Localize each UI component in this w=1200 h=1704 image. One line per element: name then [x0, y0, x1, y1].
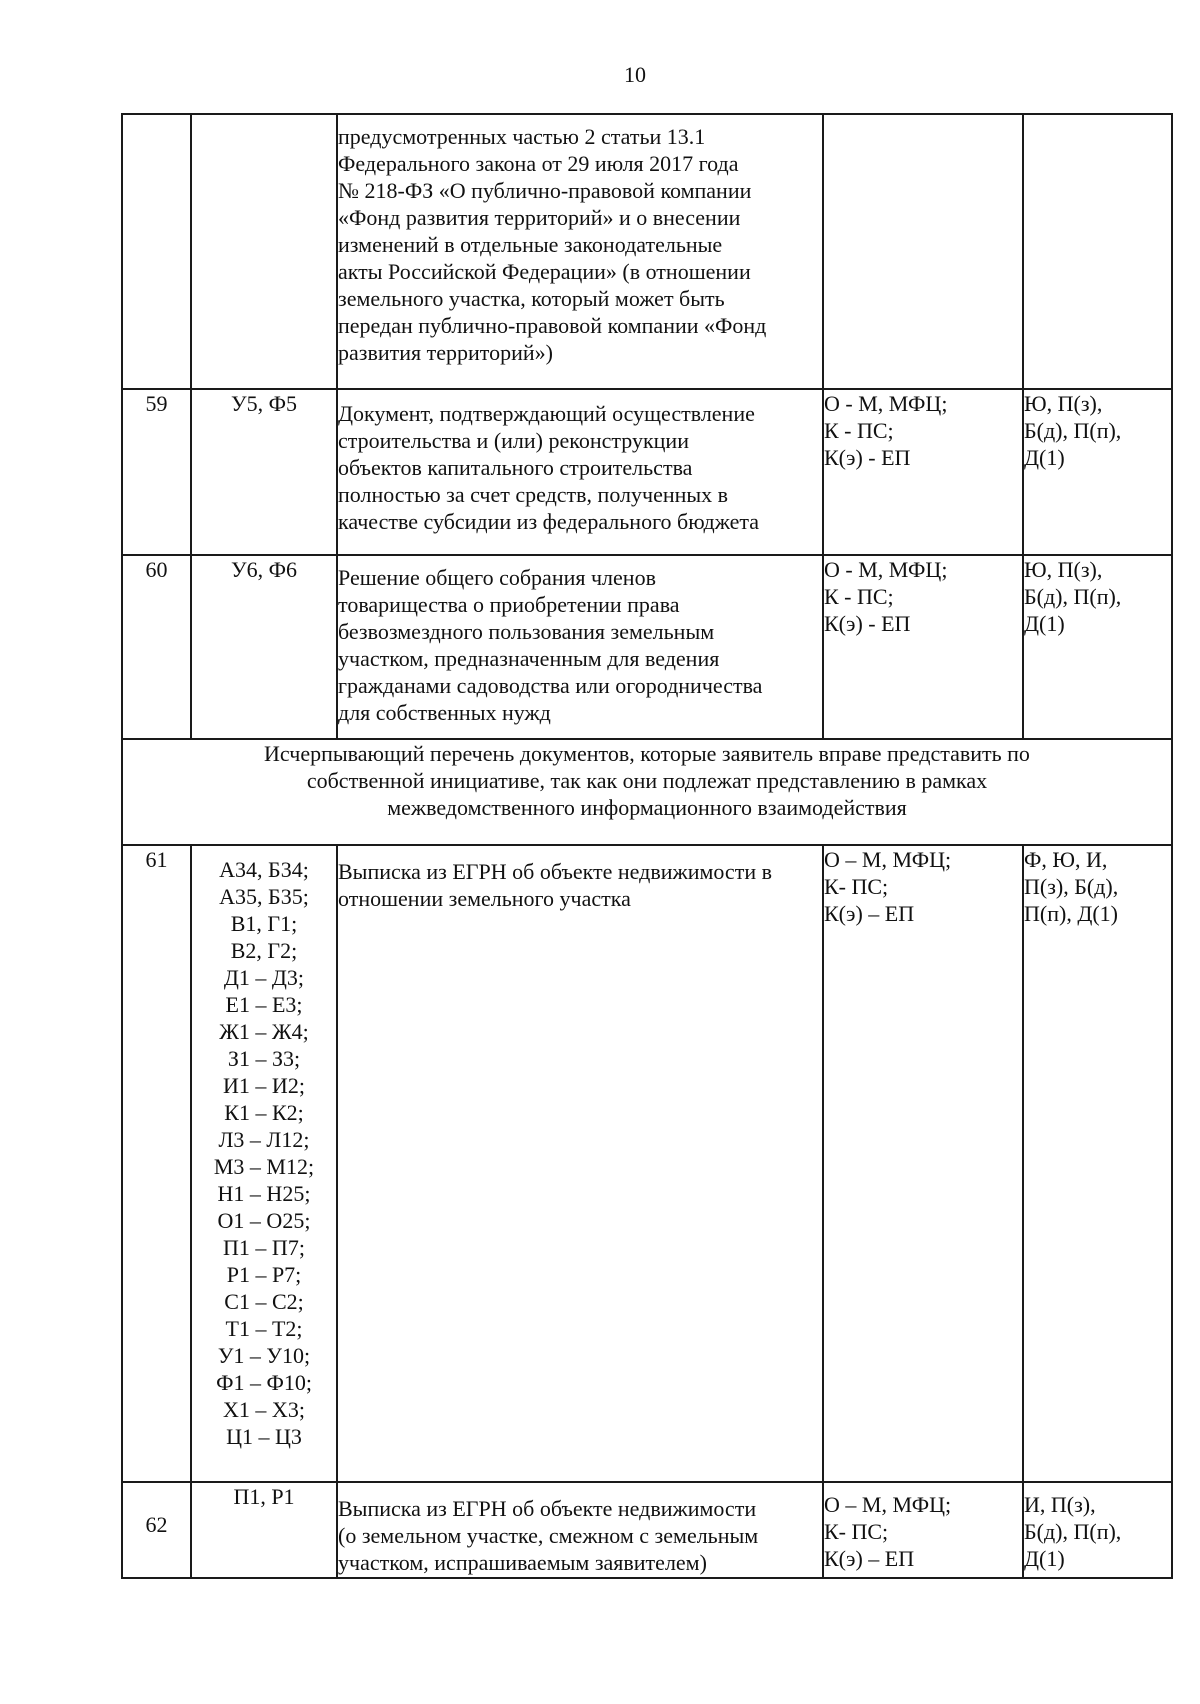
description-line: участком, испрашиваемым заявителем): [338, 1550, 707, 1575]
submission-line: К(э) – ЕП: [824, 901, 915, 926]
description-line: участком, предназначенным для ведения: [338, 646, 720, 671]
section-header: [122, 739, 1172, 845]
section-line: Исчерпывающий перечень документов, которые заявитель вправе представить по: [264, 741, 1030, 766]
applicants-line: Ф, Ю, И,: [1024, 847, 1108, 872]
code-line: И1 – И2;: [223, 1073, 305, 1098]
code-line: О1 – О25;: [217, 1208, 311, 1233]
cell-codes: У5, Ф5: [191, 389, 337, 555]
applicants-line: Б(д), П(п),: [1024, 584, 1122, 609]
code-line: В2, Г2;: [230, 938, 298, 963]
description-line: безвозмездного пользования земельным: [338, 619, 715, 644]
code-line: С1 – С2;: [224, 1289, 304, 1314]
applicants-line: Д(1): [1024, 445, 1065, 470]
submission-line: О – М, МФЦ;: [824, 1492, 952, 1517]
code-line: Н1 – Н25;: [217, 1181, 311, 1206]
code-line: З1 – З3;: [227, 1046, 301, 1071]
section-line: собственной инициативе, так как они подлежат представлению в рамках: [306, 768, 988, 793]
code-line: Л3 – Л12;: [218, 1127, 310, 1152]
cell-description: [337, 389, 823, 555]
section-line: межведомственного информационного взаимодействия: [387, 795, 907, 820]
code-line: В1, Г1;: [230, 911, 298, 936]
description-line: (о земельном участке, смежном с земельным: [338, 1523, 759, 1548]
applicants-line: И, П(з),: [1024, 1492, 1096, 1517]
submission-line: К(э) - ЕП: [824, 445, 911, 470]
cell-description: [337, 845, 823, 1482]
submission-line: О – М, МФЦ;: [824, 847, 952, 872]
code-line: Ф1 – Ф10;: [216, 1370, 312, 1395]
table-row-62: [122, 1482, 1172, 1578]
table-row-61: [122, 845, 1172, 1482]
code-line: Р1 – Р7;: [226, 1262, 302, 1287]
description-line: развития территорий»): [338, 340, 553, 365]
description-line: Решение общего собрания членов: [338, 565, 656, 590]
cell-description: [337, 555, 823, 739]
cell-codes: П1, Р1: [191, 1482, 337, 1578]
applicants-line: Б(д), П(п),: [1024, 418, 1122, 443]
submission-line: К - ПС;: [824, 584, 894, 609]
applicants-line: П(з), Б(д),: [1024, 874, 1119, 899]
cell-number: 62: [122, 1482, 191, 1578]
cell-submission: [823, 845, 1023, 1482]
description-line: акты Российской Федерации» (в отношении: [338, 259, 751, 284]
applicants-line: Д(1): [1024, 611, 1065, 636]
applicants-line: Ю, П(з),: [1024, 391, 1103, 416]
description-line: «Фонд развития территорий» и о внесении: [338, 205, 741, 230]
applicants-line: Б(д), П(п),: [1024, 1519, 1122, 1544]
cell-applicants: [1023, 389, 1172, 555]
code-line: Т1 – Т2;: [225, 1316, 303, 1341]
cell-codes: [191, 845, 337, 1482]
cell-submission: [823, 389, 1023, 555]
applicants-line: Д(1): [1024, 1546, 1065, 1571]
documents-table: [121, 113, 1173, 1579]
code-line: Ц1 – Ц3: [226, 1424, 302, 1449]
cell-codes: У6, Ф6: [191, 555, 337, 739]
description-line: № 218-ФЗ «О публично-правовой компании: [338, 178, 752, 203]
code-line: Е1 – Е3;: [225, 992, 303, 1017]
submission-line: К- ПС;: [824, 874, 889, 899]
cell-submission: [823, 114, 1023, 389]
cell-number: 60: [122, 555, 191, 739]
code-line: Д1 – Д3;: [223, 965, 305, 990]
submission-line: К - ПС;: [824, 418, 894, 443]
submission-line: К- ПС;: [824, 1519, 889, 1544]
cell-applicants: [1023, 845, 1172, 1482]
code-line: К1 – К2;: [224, 1100, 304, 1125]
description-line: для собственных нужд: [338, 700, 551, 725]
description-line: гражданами садоводства или огородничества: [338, 673, 763, 698]
cell-number: 61: [122, 845, 191, 1482]
description-line: строительства и (или) реконструкции: [338, 428, 689, 453]
description-line: объектов капитального строительства: [338, 455, 693, 480]
description-line: Документ, подтверждающий осуществление: [338, 401, 755, 426]
cell-number: [122, 114, 191, 389]
submission-line: О - М, МФЦ;: [824, 391, 948, 416]
submission-line: К(э) – ЕП: [824, 1546, 915, 1571]
table-row-60: [122, 555, 1172, 739]
submission-line: О - М, МФЦ;: [824, 557, 948, 582]
code-line: А35, Б35;: [219, 884, 309, 909]
applicants-line: Ю, П(з),: [1024, 557, 1103, 582]
table-row-59: [122, 389, 1172, 555]
cell-submission: [823, 555, 1023, 739]
cell-description: [337, 114, 823, 389]
cell-codes: [191, 114, 337, 389]
description-line: Выписка из ЕГРН об объекте недвижимости в: [338, 859, 772, 884]
description-line: Федерального закона от 29 июля 2017 года: [338, 151, 739, 176]
cell-applicants: [1023, 114, 1172, 389]
description-line: товарищества о приобретении права: [338, 592, 680, 617]
submission-line: К(э) - ЕП: [824, 611, 911, 636]
code-line: П1 – П7;: [223, 1235, 305, 1260]
cell-applicants: [1023, 555, 1172, 739]
description-line: предусмотренных частью 2 статьи 13.1: [338, 124, 706, 149]
description-line: передан публично-правовой компании «Фонд: [338, 313, 767, 338]
description-line: земельного участка, который может быть: [338, 286, 725, 311]
code-line: Х1 – Х3;: [223, 1397, 305, 1422]
code-line: М3 – М12;: [213, 1154, 315, 1179]
description-line: отношении земельного участка: [338, 886, 631, 911]
page-number: 10: [624, 62, 646, 87]
cell-number: 59: [122, 389, 191, 555]
cell-applicants: [1023, 1482, 1172, 1578]
description-line: Выписка из ЕГРН об объекте недвижимости: [338, 1496, 757, 1521]
section-header-row: [122, 739, 1172, 845]
description-line: качестве субсидии из федерального бюджета: [338, 509, 760, 534]
description-line: изменений в отдельные законодательные: [338, 232, 723, 257]
code-line: А34, Б34;: [219, 857, 309, 882]
applicants-line: П(п), Д(1): [1024, 901, 1118, 926]
code-line: Ж1 – Ж4;: [219, 1019, 309, 1044]
cell-submission: [823, 1482, 1023, 1578]
cell-description: [337, 1482, 823, 1578]
description-line: полностью за счет средств, полученных в: [338, 482, 729, 507]
table-row-continuation: [122, 114, 1172, 389]
code-line: У1 – У10;: [217, 1343, 311, 1368]
